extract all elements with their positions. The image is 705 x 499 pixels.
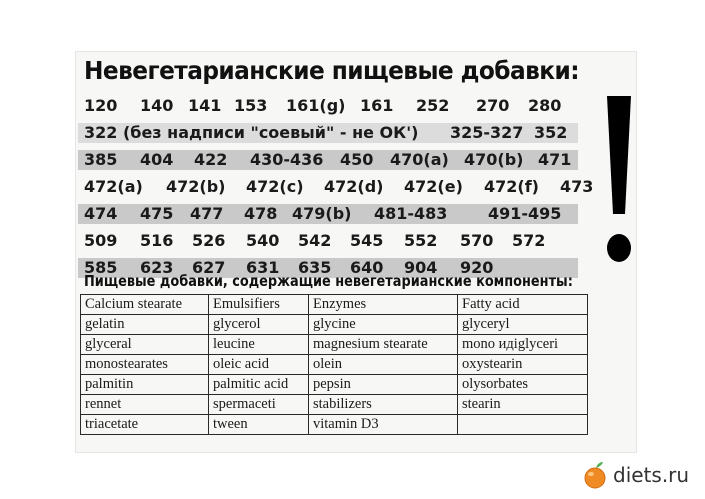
additive-code: 322 (без надписи "соевый" - не ОК') bbox=[84, 123, 419, 142]
additive-code: 477 bbox=[190, 204, 224, 223]
components-table bbox=[80, 294, 588, 435]
additive-code: 920 bbox=[460, 258, 494, 277]
additive-code: 540 bbox=[246, 231, 280, 250]
table-row bbox=[81, 375, 588, 395]
table-cell: glycerol bbox=[209, 315, 309, 335]
additive-code: 640 bbox=[350, 258, 384, 277]
table-cell: palmitic acid bbox=[209, 375, 309, 395]
additive-code: 153 bbox=[234, 96, 268, 115]
additive-code: 472(e) bbox=[404, 177, 463, 196]
table-cell: oleic acid bbox=[209, 355, 309, 375]
additive-code: 472(f) bbox=[484, 177, 539, 196]
additive-code: 430-436 bbox=[250, 150, 324, 169]
additive-code: 472(b) bbox=[166, 177, 226, 196]
additive-code: 474 bbox=[84, 204, 118, 223]
table-cell: glyceral bbox=[81, 335, 209, 355]
table-cell: spermaceti bbox=[209, 395, 309, 415]
page-title: Невегетарианские пищевые добавки: bbox=[84, 56, 579, 85]
table-cell: olein bbox=[309, 355, 458, 375]
table-cell: rennet bbox=[81, 395, 209, 415]
additive-code: 585 bbox=[84, 258, 118, 277]
exclamation-mark-icon bbox=[604, 92, 634, 272]
additive-code: 404 bbox=[140, 150, 174, 169]
table-cell: vitamin D3 bbox=[309, 415, 458, 435]
table-cell: Enzymes bbox=[309, 295, 458, 315]
table-cell: Calcium stearate bbox=[81, 295, 209, 315]
additive-code: 140 bbox=[140, 96, 174, 115]
additive-code: 509 bbox=[84, 231, 118, 250]
apple-logo-icon bbox=[583, 461, 607, 489]
table-row bbox=[81, 295, 588, 315]
additive-code: 161(g) bbox=[286, 96, 346, 115]
table-cell bbox=[458, 415, 588, 435]
table-cell: tween bbox=[209, 415, 309, 435]
additive-code: 385 bbox=[84, 150, 118, 169]
additive-code: 631 bbox=[246, 258, 280, 277]
table-row bbox=[81, 315, 588, 335]
table-row bbox=[81, 335, 588, 355]
additive-code: 475 bbox=[140, 204, 174, 223]
table-cell: glyceryl bbox=[458, 315, 588, 335]
table-row bbox=[81, 395, 588, 415]
table-cell: gelatin bbox=[81, 315, 209, 335]
table-cell: palmitin bbox=[81, 375, 209, 395]
additive-code: 491-495 bbox=[488, 204, 562, 223]
table-cell: stabilizers bbox=[309, 395, 458, 415]
additive-code: 904 bbox=[404, 258, 438, 277]
watermark-text: diets.ru bbox=[613, 463, 690, 487]
additive-code: 623 bbox=[140, 258, 174, 277]
additive-code: 280 bbox=[528, 96, 562, 115]
additive-code: 478 bbox=[244, 204, 278, 223]
table-cell: olysorbates bbox=[458, 375, 588, 395]
additive-code: 470(b) bbox=[464, 150, 524, 169]
section-subtitle: Пищевые добавки, содержащие невегетарианские компоненты: bbox=[84, 272, 573, 290]
additive-code: 552 bbox=[404, 231, 438, 250]
table-cell: pepsin bbox=[309, 375, 458, 395]
additive-code: 473 bbox=[560, 177, 594, 196]
additive-code: 472(a) bbox=[84, 177, 143, 196]
additive-code: 542 bbox=[298, 231, 332, 250]
additive-code: 472(c) bbox=[246, 177, 304, 196]
additive-code: 141 bbox=[188, 96, 222, 115]
additive-code: 450 bbox=[340, 150, 374, 169]
table-cell: oxystearin bbox=[458, 355, 588, 375]
table-cell: Emulsifiers bbox=[209, 295, 309, 315]
additive-code: 270 bbox=[476, 96, 510, 115]
additive-code: 545 bbox=[350, 231, 384, 250]
table-cell: leucine bbox=[209, 335, 309, 355]
additive-code: 627 bbox=[192, 258, 226, 277]
additive-code: 479(b) bbox=[292, 204, 352, 223]
table-cell: mono идiglyceri bbox=[458, 335, 588, 355]
additive-code: 570 bbox=[460, 231, 494, 250]
additive-code: 471 bbox=[538, 150, 572, 169]
additive-code: 325-327 bbox=[450, 123, 524, 142]
additive-code: 120 bbox=[84, 96, 118, 115]
additive-code: 470(a) bbox=[390, 150, 449, 169]
additive-code: 161 bbox=[360, 96, 394, 115]
additive-code: 481-483 bbox=[374, 204, 448, 223]
table-cell: Fatty acid bbox=[458, 295, 588, 315]
additive-code: 422 bbox=[194, 150, 228, 169]
additive-code: 526 bbox=[192, 231, 226, 250]
additive-code: 472(d) bbox=[324, 177, 384, 196]
additive-code: 516 bbox=[140, 231, 174, 250]
additive-code: 352 bbox=[534, 123, 568, 142]
table-row bbox=[81, 415, 588, 435]
watermark[interactable] bbox=[583, 458, 689, 492]
additive-code: 572 bbox=[512, 231, 546, 250]
table-cell: glycine bbox=[309, 315, 458, 335]
additive-code: 252 bbox=[416, 96, 450, 115]
table-cell: magnesium stearate bbox=[309, 335, 458, 355]
table-row bbox=[81, 355, 588, 375]
table-cell: monostearates bbox=[81, 355, 209, 375]
table-cell: stearin bbox=[458, 395, 588, 415]
table-cell: triacetate bbox=[81, 415, 209, 435]
additive-code: 635 bbox=[298, 258, 332, 277]
